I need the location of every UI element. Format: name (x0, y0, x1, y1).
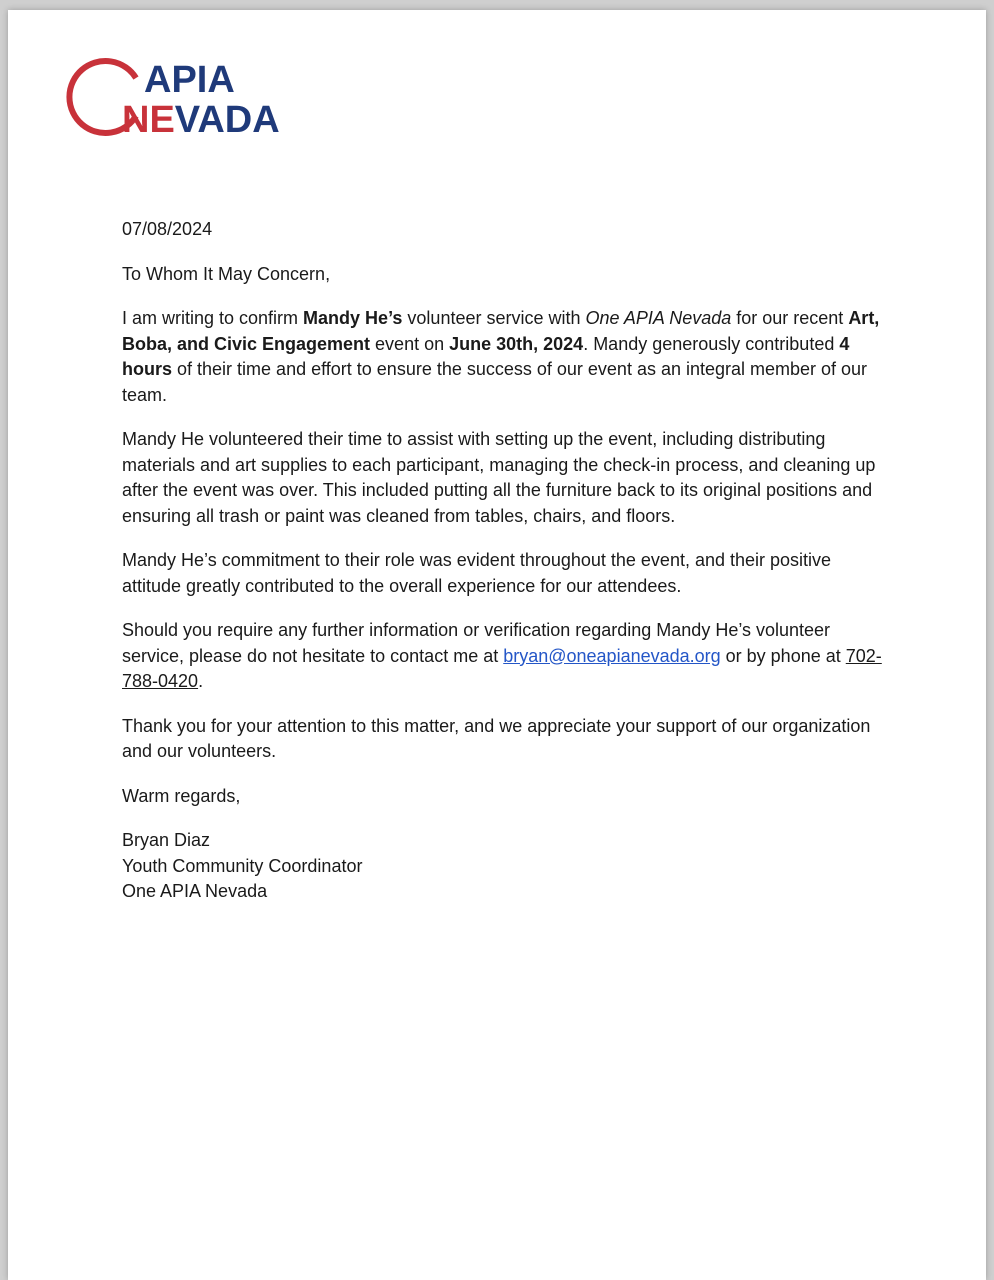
signer-organization: One APIA Nevada (122, 881, 268, 901)
paragraph-4 (122, 618, 882, 695)
p1-text: I am writing to confirm (122, 308, 304, 328)
p4-text: Should you require any further information or verification regarding Mandy He’s volunteer service, please do not hesitate to contact me at (122, 620, 831, 666)
organization-name: One APIA Nevada (585, 308, 732, 328)
volunteer-hours: 4 hours (122, 333, 850, 379)
event-name: Art, Boba, and Civic Engagement (122, 308, 880, 354)
signature-block (122, 828, 882, 905)
p1-text: volunteer service with (402, 308, 586, 328)
signer-title: Youth Community Coordinator (122, 855, 363, 876)
signer-name: Bryan Diaz (122, 830, 211, 850)
logo-graphic (64, 50, 294, 140)
letter-date: 07/08/2024 (122, 219, 213, 239)
p1-text: . Mandy generously contributed (583, 333, 840, 354)
phone-link[interactable]: 702-788-0420 (122, 645, 882, 691)
event-date: June 30th, 2024 (449, 333, 584, 354)
volunteer-name: Mandy He’s (303, 308, 403, 328)
letter-page (8, 10, 986, 1280)
p1-text: event on (370, 333, 450, 354)
paragraph-1 (122, 306, 882, 408)
logo-line2-blue: VADA (174, 99, 280, 140)
salutation: To Whom It May Concern, (122, 263, 331, 284)
logo-line2 (122, 99, 280, 140)
letter-body (122, 217, 882, 905)
p1-text: of their time and effort to ensure the success of our event as an integral member of our team. (122, 359, 868, 405)
email-link[interactable]: bryan@oneapianevada.org (503, 645, 721, 666)
paragraph-5: Thank you for your attention to this matter, and we appreciate your support of our organization and our volunteers. (122, 715, 871, 761)
one-apia-nevada-logo (64, 50, 294, 140)
paragraph-2: Mandy He volunteered their time to assist with setting up the event, including distributing materials and art supplies to each participant, managing the check-in process, and cleaning up after the event was over. This included putting all the furniture back to its original positions and ensuring all trash or paint was cleaned from tables, chairs, and floors. (122, 429, 876, 526)
logo-line1: APIA (144, 59, 235, 101)
p4-text: or by phone at (720, 645, 846, 666)
p4-text: . (198, 671, 204, 691)
closing: Warm regards, (122, 785, 241, 806)
logo-line2-red: NE (122, 99, 175, 140)
p1-text: for our recent (731, 308, 849, 328)
paragraph-3: Mandy He’s commitment to their role was evident throughout the event, and their positive attitude greatly contributed to the overall experience for our attendees. (122, 550, 832, 596)
